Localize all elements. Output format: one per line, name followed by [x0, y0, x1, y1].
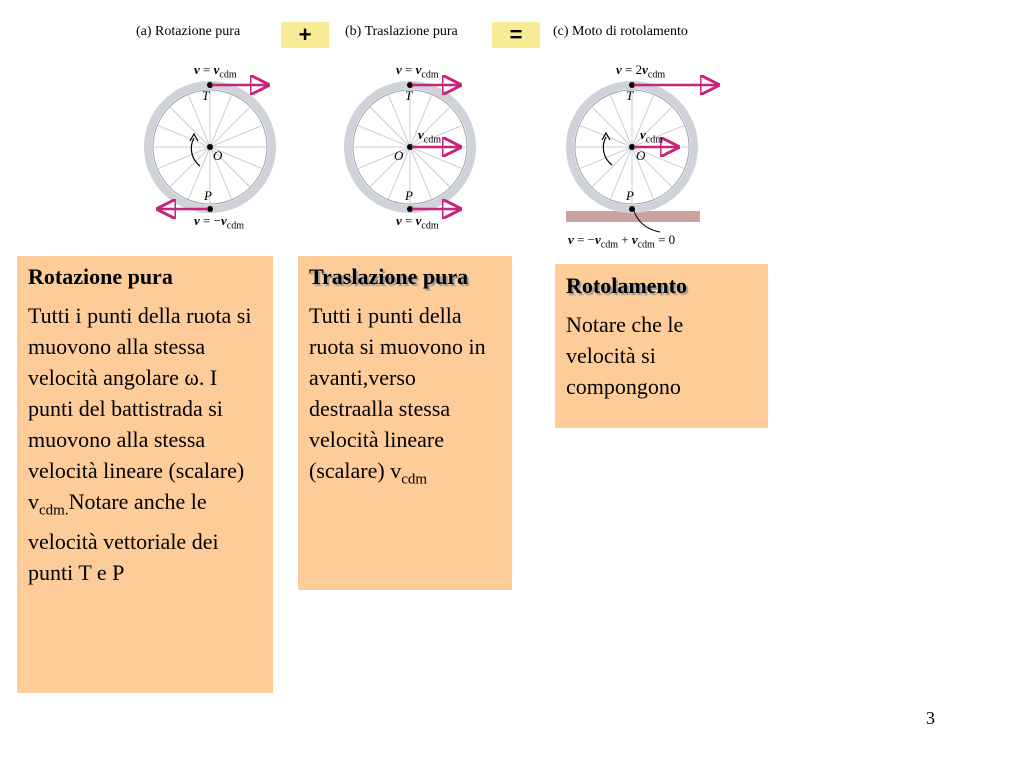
label-P-b: P [405, 188, 413, 203]
box-traslazione-title: Traslazione pura [309, 264, 469, 289]
box-traslazione [298, 256, 512, 590]
caption-b: (b) Traslazione pura [345, 24, 458, 39]
box-traslazione-text: Tutti i punti della ruota si muovono in avanti,verso destraalla stessa velocità lineare (scalare) $v_{cdm}$ [309, 303, 486, 488]
spoke [592, 147, 632, 187]
wheels-illustration [0, 0, 1024, 260]
spoke [170, 147, 210, 187]
label-center-c: $v_{cdm}$ [640, 127, 663, 146]
spoke [210, 107, 250, 147]
rotation-arrow-icon [603, 137, 612, 165]
box-rotazione [17, 256, 273, 693]
caption-c: (c) Moto di rotolamento [553, 24, 688, 39]
label-T-a: T [202, 88, 210, 103]
label-T-b: T [405, 88, 413, 103]
box-rotazione-title: Rotazione pura [28, 264, 173, 289]
caption-a: (a) Rotazione pura [136, 24, 241, 39]
label-bottom-b: $v = v_{cdm}$ [396, 213, 439, 232]
plus-sign: + [281, 22, 329, 48]
box-rotolamento-title: Rotolamento [566, 273, 687, 298]
spoke [410, 147, 450, 187]
label-center-b: $v_{cdm}$ [418, 127, 441, 146]
label-O-a: O [213, 148, 223, 163]
label-P-c: P [626, 188, 634, 203]
box-rotazione-text: Tutti i punti della ruota si muovono alla stessa velocità angolare ω. I punti del battistrada si muovono alla stessa velocità lineare (scalare) $v_{cdm.}Notare$ anche le velocità vettoriale dei punti T e P [28, 303, 252, 586]
label-O-c: O [636, 148, 646, 163]
label-top-c: $v = 2v_{cdm}$ [616, 62, 666, 81]
equals-sign: = [492, 22, 540, 48]
label-bottom-c: $v = -v_{cdm} + v_{cdm} = 0$ [568, 232, 676, 251]
spoke [370, 147, 410, 187]
spoke [370, 107, 410, 147]
box-rotolamento [555, 264, 768, 428]
page-number: 3 [926, 708, 935, 728]
label-top-b: $v = v_{cdm}$ [396, 62, 439, 81]
label-top-a: $v = v_{cdm}$ [194, 62, 237, 81]
spoke [592, 107, 632, 147]
label-P-a: P [204, 188, 212, 203]
label-O-b: O [394, 148, 404, 163]
label-bottom-a: $v = -v_{cdm}$ [194, 213, 244, 232]
label-T-c: T [626, 88, 634, 103]
box-rotolamento-text: Notare che le velocità si compongono [566, 312, 684, 399]
